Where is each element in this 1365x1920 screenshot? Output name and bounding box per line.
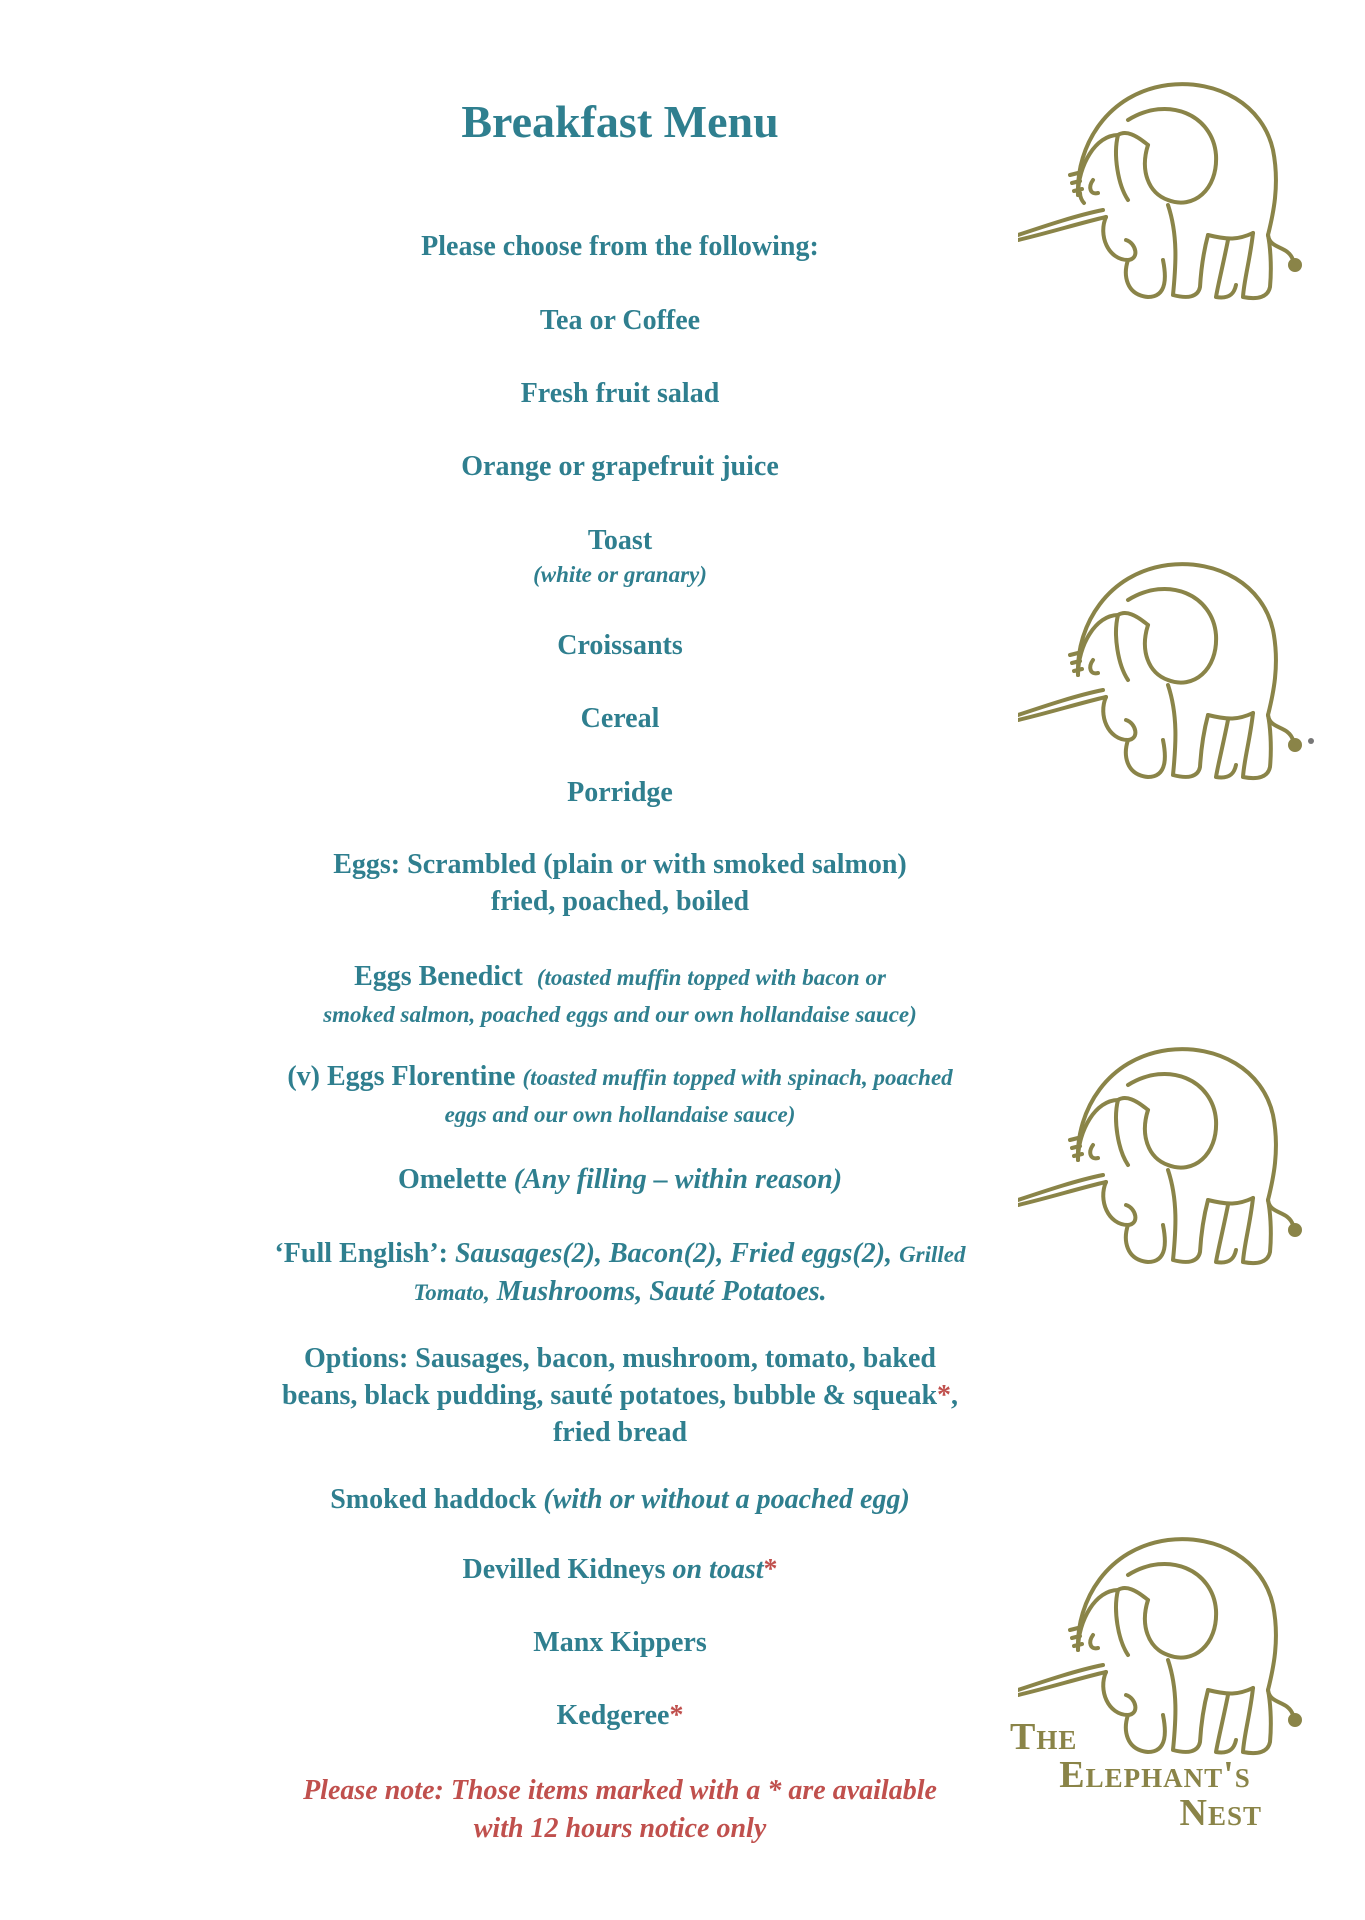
full-english-name: ‘Full English’: [274, 1238, 448, 1269]
menu-item-options [200, 1340, 1040, 1451]
availability-note [200, 1772, 1040, 1848]
menu-item-eggs [200, 846, 1040, 920]
florentine-name: (v) Eggs Florentine [287, 1061, 516, 1092]
kedgeree-name: Kedgeree [556, 1700, 670, 1731]
intro-text: Please choose from the following: [421, 231, 819, 262]
menu-item-porridge: Porridge [567, 777, 673, 808]
menu-item-full-english [200, 1235, 1040, 1311]
scan-speck [1308, 738, 1314, 744]
benedict-desc-1: (toasted muffin topped with bacon or [536, 965, 886, 990]
menu-item-kidneys [200, 1551, 1040, 1588]
full-english-desc-2: Mushrooms, Sauté Potatoes. [496, 1276, 827, 1307]
menu-item-kippers: Manx Kippers [533, 1627, 707, 1658]
menu-item-fruit: Fresh fruit salad [520, 378, 720, 409]
toast-label: Toast [587, 525, 653, 556]
menu-item-tea: Tea or Coffee [539, 305, 701, 336]
page-title: Breakfast Menu [461, 96, 779, 147]
kedgeree-star: * [669, 1700, 684, 1731]
menu-item-omelette [200, 1161, 1040, 1198]
benedict-name: Eggs Benedict [354, 961, 523, 992]
elephant-illustration-icon [1018, 1040, 1318, 1270]
logo-line-3: Nest [1179, 1792, 1262, 1834]
brand-logo [1010, 1718, 1280, 1832]
elephant-illustration-icon [1018, 555, 1318, 785]
menu-item-florentine [200, 1058, 1040, 1133]
haddock-name: Smoked haddock [330, 1484, 537, 1515]
haddock-desc: (with or without a poached egg) [543, 1484, 910, 1515]
menu-item-benedict [200, 958, 1040, 1033]
toast-note: (white or granary) [533, 562, 707, 587]
eggs-line-1: Eggs: Scrambled (plain or with smoked salmon) [333, 849, 907, 880]
note-line-2: with 12 hours notice only [473, 1813, 767, 1844]
kidneys-star: * [763, 1554, 778, 1585]
eggs-line-2: fried, poached, boiled [490, 886, 750, 917]
elephant-illustration-icon [1018, 75, 1318, 305]
benedict-desc-2: smoked salmon, poached eggs and our own hollandaise sauce) [323, 1002, 917, 1027]
menu-item-cereal: Cereal [580, 703, 660, 734]
options-star: * [937, 1380, 952, 1411]
omelette-desc: (Any filling – within reason) [513, 1164, 843, 1195]
florentine-desc-1: (toasted muffin topped with spinach, poached [522, 1065, 953, 1090]
logo-line-2: Elephant's [1059, 1754, 1251, 1796]
note-line-1: Please note: Those items marked with a * are available [303, 1775, 937, 1806]
florentine-desc-2: eggs and our own hollandaise sauce) [444, 1102, 796, 1127]
kidneys-desc: on toast [672, 1554, 764, 1585]
options-line-1: Options: Sausages, bacon, mushroom, tomato, baked [304, 1343, 936, 1374]
menu-item-toast [200, 522, 1040, 591]
omelette-name: Omelette [397, 1164, 507, 1195]
options-line-3: fried bread [552, 1417, 688, 1448]
full-english-desc-1: Sausages(2), Bacon(2), Fried eggs(2), [454, 1238, 893, 1269]
menu-item-haddock [200, 1481, 1040, 1518]
kidneys-name: Devilled Kidneys [462, 1554, 666, 1585]
logo-line-1: The [1010, 1716, 1078, 1758]
full-english-tomato: Tomato, [413, 1280, 490, 1305]
options-line-2-end: , [951, 1380, 959, 1411]
options-line-2: beans, black pudding, sauté potatoes, bubble & squeak [281, 1380, 938, 1411]
menu-item-kedgeree [200, 1697, 1040, 1734]
menu-item-croissants: Croissants [557, 630, 683, 661]
menu-item-juice: Orange or grapefruit juice [461, 451, 779, 482]
full-english-grilled: Grilled [899, 1242, 966, 1267]
